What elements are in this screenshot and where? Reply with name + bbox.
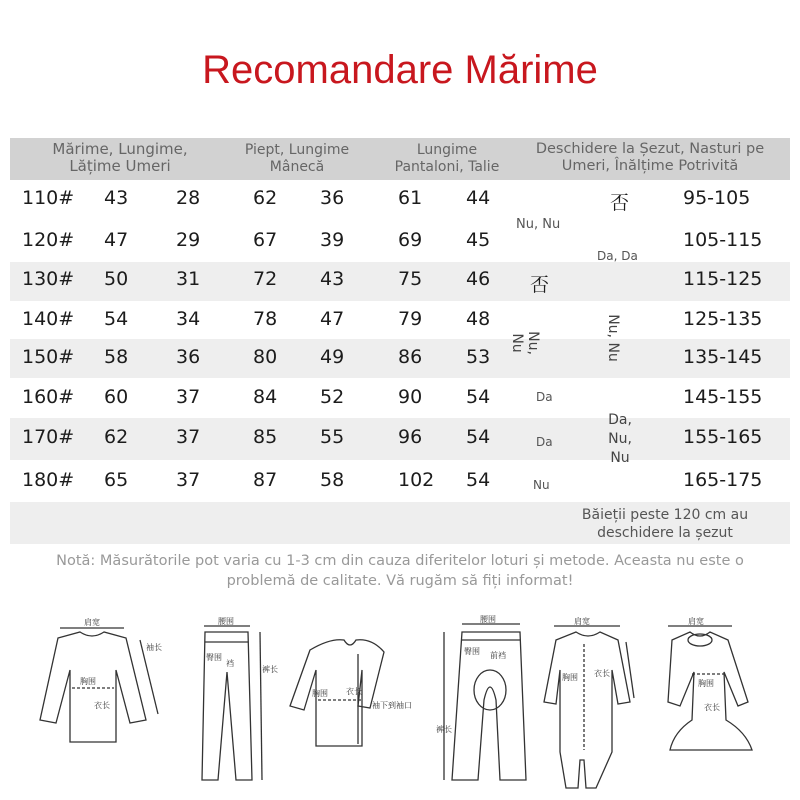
cell-sleeve: 49: [320, 346, 345, 368]
cell-chest: 67: [253, 229, 278, 251]
nu-label: Nu: [533, 478, 550, 492]
cell-length: 50: [104, 268, 129, 290]
cell-shoulder: 37: [176, 386, 201, 408]
cell-size: 150#: [22, 346, 75, 368]
cell-chest: 85: [253, 426, 278, 448]
page-title: Recomandare Mărime: [202, 48, 598, 92]
pants-diagram: [202, 626, 262, 780]
nu-nu-vertical-label: Nu, Nu: [605, 314, 621, 362]
hip-label: 臀围: [206, 653, 222, 662]
cell-size: 160#: [22, 386, 75, 408]
romper-diagram: [544, 626, 634, 788]
cell-shoulder: 29: [176, 229, 201, 251]
cell-pants: 75: [398, 268, 423, 290]
cell-length: 43: [104, 187, 129, 209]
length-label: 衣长: [346, 687, 362, 696]
cell-pants: 102: [398, 469, 435, 491]
cell-length: 58: [104, 346, 129, 368]
cell-sleeve: 43: [320, 268, 345, 290]
waist-label: 腰围: [480, 615, 496, 624]
length-label: 衣长: [94, 701, 110, 710]
chest-label: 胸围: [562, 673, 578, 682]
cell-shoulder: 34: [176, 308, 201, 330]
header-pants-waist: Lungime Pantaloni, Talie: [394, 142, 500, 175]
no-mark: 否: [530, 274, 550, 296]
nu-nu-vertical-label: Nu,: [525, 331, 541, 355]
measurement-note: Notă: Măsurătorile pot varia cu 1-3 cm din cauza diferitelor loturi și metode. Aceasta nu este o problemă de calitate. Vă rugăm să fiți informat!: [56, 553, 744, 589]
cell-length: 65: [104, 469, 129, 491]
cell-shoulder: 37: [176, 426, 201, 448]
cell-waist: 48: [466, 308, 491, 330]
hip-label: 臀围: [464, 647, 480, 656]
cell-shoulder: 28: [176, 187, 201, 209]
cell-length: 54: [104, 308, 129, 330]
cell-waist: 54: [466, 469, 491, 491]
chest-label: 胸围: [312, 689, 328, 698]
cell-pants: 86: [398, 346, 423, 368]
cell-size: 120#: [22, 229, 75, 251]
cell-chest: 62: [253, 187, 278, 209]
cell-length: 60: [104, 386, 129, 408]
cell-waist: 45: [466, 229, 491, 251]
sleeve-label: 袖长: [146, 643, 162, 652]
no-mark: 否: [610, 192, 630, 214]
cell-sleeve: 55: [320, 426, 345, 448]
da-nu-nu-label: Da, Nu, Nu: [608, 412, 632, 466]
cell-pants: 90: [398, 386, 423, 408]
pants-length-label: 裤长: [436, 725, 452, 734]
nu-nu-label: Nu, Nu: [516, 217, 561, 232]
cell-pants: 79: [398, 308, 423, 330]
cell-height: 145-155: [683, 386, 763, 408]
cell-size: 130#: [22, 268, 75, 290]
cell-waist: 44: [466, 187, 491, 209]
cell-size: 110#: [22, 187, 75, 209]
shoulder-label: 肩宽: [84, 618, 100, 627]
length-label: 衣长: [704, 703, 720, 712]
shoulder-label: 肩宽: [688, 617, 704, 626]
crotch-label: 裆: [226, 659, 234, 668]
nu-nu-vertical-label: Nu: [509, 333, 525, 353]
cell-waist: 54: [466, 386, 491, 408]
header-crotch-buttons-height: Deschidere la Șezut, Nasturi pe Umeri, Înălțime Potrivită: [535, 141, 765, 174]
cell-pants: 61: [398, 187, 423, 209]
da-da-label: Da, Da: [597, 249, 638, 263]
length-label: 衣长: [594, 669, 610, 678]
pants-length-label: 裤长: [262, 665, 278, 674]
cell-chest: 84: [253, 386, 278, 408]
cell-height: 135-145: [683, 346, 763, 368]
cell-height: 125-135: [683, 308, 763, 330]
cell-shoulder: 31: [176, 268, 201, 290]
waist-label: 腰围: [218, 617, 234, 626]
cell-shoulder: 37: [176, 469, 201, 491]
header-size-length-shoulder: Mărime, Lungime, Lățime Umeri: [52, 140, 188, 175]
cell-size: 180#: [22, 469, 75, 491]
cell-waist: 54: [466, 426, 491, 448]
baby-pants-diagram: [444, 624, 526, 780]
cell-shoulder: 36: [176, 346, 201, 368]
tshirt-diagram: [40, 628, 158, 742]
cell-waist: 46: [466, 268, 491, 290]
garment-diagrams: [0, 610, 800, 800]
cell-length: 47: [104, 229, 129, 251]
boys-note: Băieții peste 120 cm au deschidere la șezut: [581, 507, 749, 541]
cell-pants: 69: [398, 229, 423, 251]
cell-height: 105-115: [683, 229, 763, 251]
chest-label: 胸围: [80, 677, 96, 686]
cell-height: 115-125: [683, 268, 763, 290]
da-label: Da: [536, 390, 553, 404]
raglan-shirt-diagram: [290, 640, 384, 746]
cell-sleeve: 52: [320, 386, 345, 408]
shoulder-label: 肩宽: [574, 617, 590, 626]
cell-chest: 87: [253, 469, 278, 491]
cell-size: 140#: [22, 308, 75, 330]
cell-sleeve: 58: [320, 469, 345, 491]
cell-size: 170#: [22, 426, 75, 448]
cuff-label: 袖下到袖口: [372, 701, 412, 710]
cell-height: 95-105: [683, 187, 751, 209]
cell-height: 165-175: [683, 469, 763, 491]
cell-chest: 80: [253, 346, 278, 368]
cell-chest: 72: [253, 268, 278, 290]
cell-chest: 78: [253, 308, 278, 330]
cell-height: 155-165: [683, 426, 763, 448]
cell-sleeve: 39: [320, 229, 345, 251]
cell-pants: 96: [398, 426, 423, 448]
da-label: Da: [536, 435, 553, 449]
cell-length: 62: [104, 426, 129, 448]
dress-diagram: [668, 626, 752, 750]
cell-waist: 53: [466, 346, 491, 368]
cell-sleeve: 36: [320, 187, 345, 209]
front-rise-label: 前裆: [490, 651, 506, 660]
header-chest-sleeve: Piept, Lungime Mânecă: [244, 142, 350, 175]
cell-sleeve: 47: [320, 308, 345, 330]
chest-label: 胸围: [698, 679, 714, 688]
